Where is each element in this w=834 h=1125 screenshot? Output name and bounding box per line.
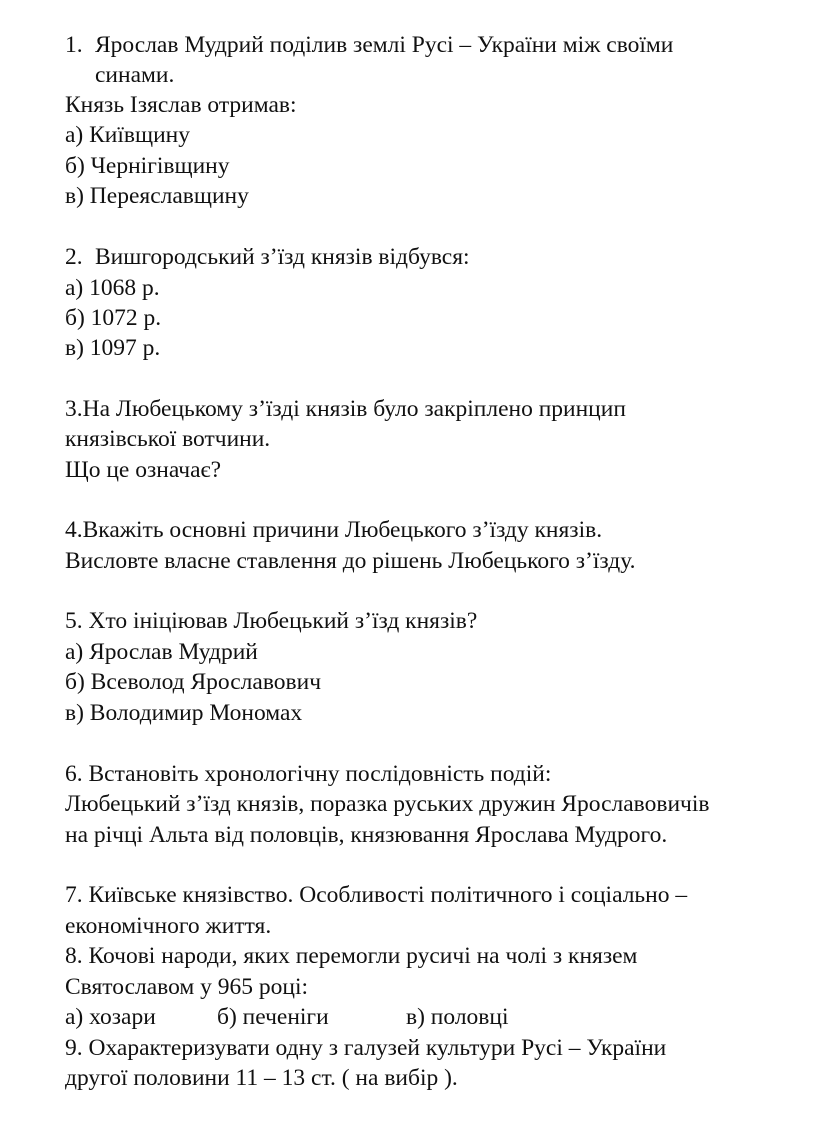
question-1-option-b: б) Чернігівщину	[65, 153, 230, 179]
question-1-number: 1.	[65, 32, 83, 58]
question-8-option-c: в) половці	[406, 1004, 509, 1030]
question-6-line-3: на річці Альта від половців, князювання Ярослава Мудрого.	[65, 822, 668, 848]
question-4-line-1: 4.Вкажіть основні причини Любецького з’їзду князів.	[65, 517, 603, 543]
question-3-line-1: 3.На Любецькому з’їзді князів було закріплено принцип	[65, 396, 626, 422]
question-1-option-a: а) Київщину	[65, 122, 191, 148]
question-2-option-a: а) 1068 р.	[65, 275, 160, 301]
question-1-text: Ярослав Мудрий поділив землі Русі – України між своїми	[95, 32, 674, 58]
question-8-options-row	[65, 1002, 509, 1032]
question-3-line-2: князівської вотчини.	[65, 426, 271, 452]
question-5-line-1: 5. Хто ініціював Любецький з’їзд князів?	[65, 608, 478, 634]
question-1-line-1	[65, 30, 673, 60]
question-5-option-c: в) Володимир Мономах	[65, 700, 303, 726]
question-2-option-b: б) 1072 р.	[65, 305, 162, 331]
question-7-line-2: економічного життя.	[65, 913, 272, 939]
question-2-line-1	[65, 242, 470, 272]
question-5-option-b: б) Всеволод Ярославович	[65, 669, 322, 695]
question-9-line-2: другої половини 11 – 13 ст. ( на вибір ).	[65, 1065, 458, 1091]
question-2-text: Вишгородський з’їзд князів відбувся:	[95, 244, 470, 270]
question-2-option-c: в) 1097 р.	[65, 335, 161, 361]
question-1-option-c: в) Переяславщину	[65, 183, 249, 209]
question-1-line-2: синами.	[95, 62, 175, 88]
question-1-prompt: Князь Ізяслав отримав:	[65, 92, 297, 118]
question-3-line-3: Що це означає?	[65, 457, 222, 483]
question-8-option-b: б) печеніги	[217, 1004, 329, 1030]
question-6-line-1: 6. Встановіть хронологічну послідовність подій:	[65, 761, 552, 787]
question-6-line-2: Любецький з’їзд князів, поразка руських дружин Ярославовичів	[65, 791, 710, 817]
question-8-line-2: Святославом у 965 році:	[65, 974, 309, 1000]
question-8-line-1: 8. Кочові народи, яких перемогли русичі на чолі з князем	[65, 943, 638, 969]
question-7-line-1: 7. Київське князівство. Особливості політичного і соціально –	[65, 882, 688, 908]
question-9-line-1: 9. Охарактеризувати одну з галузей культури Русі – України	[65, 1035, 667, 1061]
question-5-option-a: а) Ярослав Мудрий	[65, 639, 258, 665]
question-2-number: 2.	[65, 244, 83, 270]
question-8-option-a: а) хозари	[65, 1004, 156, 1030]
question-4-line-2: Висловте власне ставлення до рішень Любецького з’їзду.	[65, 548, 636, 574]
